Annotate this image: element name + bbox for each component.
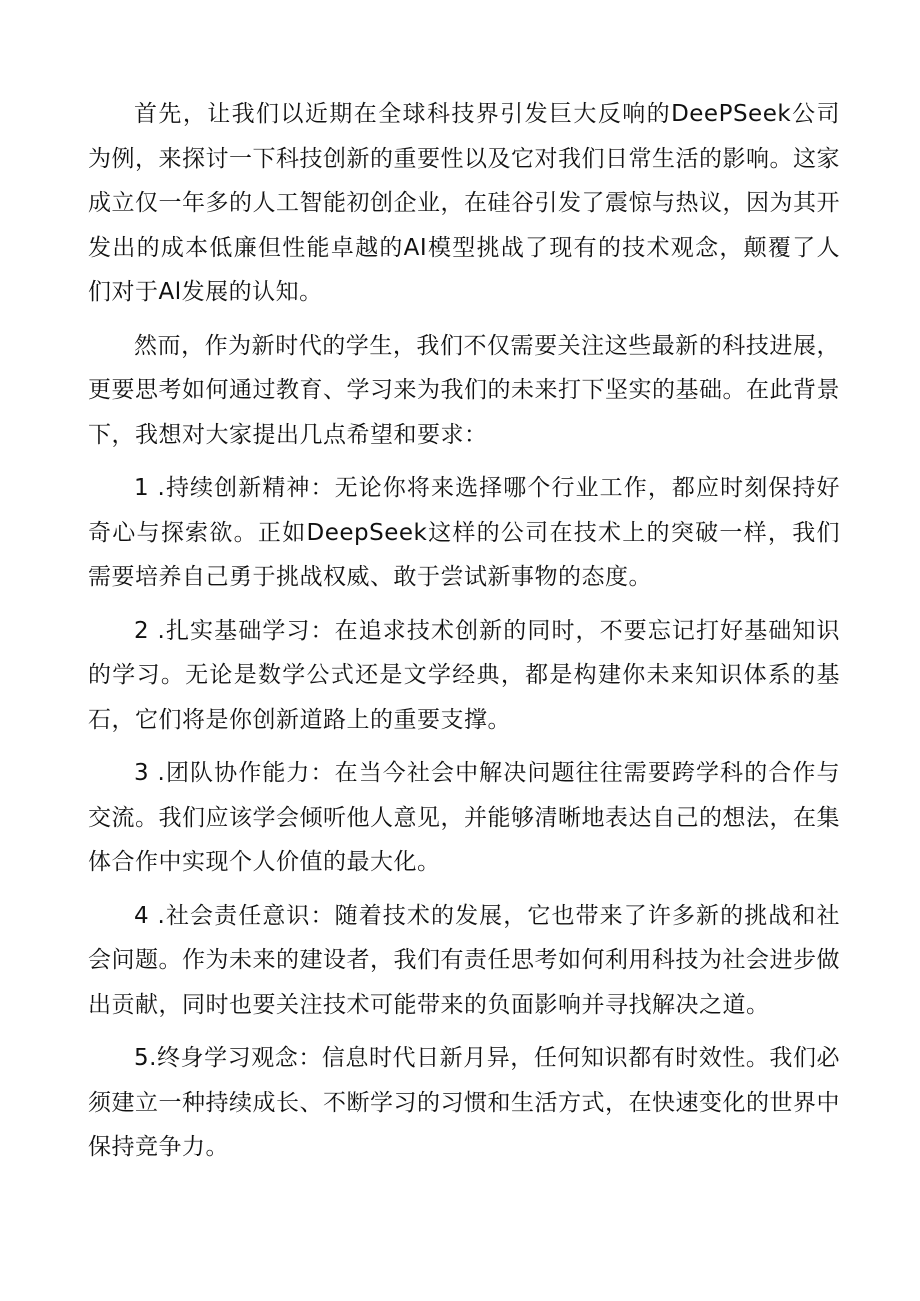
list-item-innovation: 1 .持续创新精神：无论你将来选择哪个行业工作，都应时刻保持好奇心与探索欲。正如DeepSeek这样的公司在技术上的突破一样，我们需要培养自己勇于挑战权威、敢于尝试新事物的态度。: [88, 475, 840, 590]
list-item-responsibility: 4 .社会责任意识：随着技术的发展，它也带来了许多新的挑战和社会问题。作为未来的建设者，我们有责任思考如何利用科技为社会进步做出贡献，同时也要关注技术可能带来的负面影响并寻找解决之道。: [88, 902, 840, 1018]
list-item-lifelong-learning: 5.终身学习观念：信息时代日新月异，任何知识都有时效性。我们必须建立一种持续成长、不断学习的习惯和生活方式，在快速变化的世界中保持竞争力。: [88, 1045, 840, 1160]
intro-paragraph: 首先，让我们以近期在全球科技界引发巨大反响的DeePSeek公司为例，来探讨一下科技创新的重要性以及它对我们日常生活的影响。这家成立仅一年多的人工智能初创企业，在硅谷引发了震惊与热议，因为其开发出的成本低廉但性能卓越的AI模型挑战了现有的技术观念，颠覆了人们对于Al发展的认知。: [88, 101, 840, 305]
transition-paragraph: 然而，作为新时代的学生，我们不仅需要关注这些最新的科技进展，更要思考如何通过教育、学习来为我们的未来打下坚实的基础。在此背景下，我想对大家提出几点希望和要求：: [88, 332, 840, 448]
list-item-foundation: 2 .扎实基础学习：在追求技术创新的同时，不要忘记打好基础知识的学习。无论是数学公式还是文学经典，都是构建你未来知识体系的基石，它们将是你创新道路上的重要支撑。: [88, 617, 840, 733]
document-page: [88, 92, 840, 1170]
list-item-teamwork: 3 .团队协作能力：在当今社会中解决问题往往需要跨学科的合作与交流。我们应该学会倾听他人意见，并能够清晰地表达自己的想法，在集体合作中实现个人价值的最大化。: [88, 760, 840, 875]
